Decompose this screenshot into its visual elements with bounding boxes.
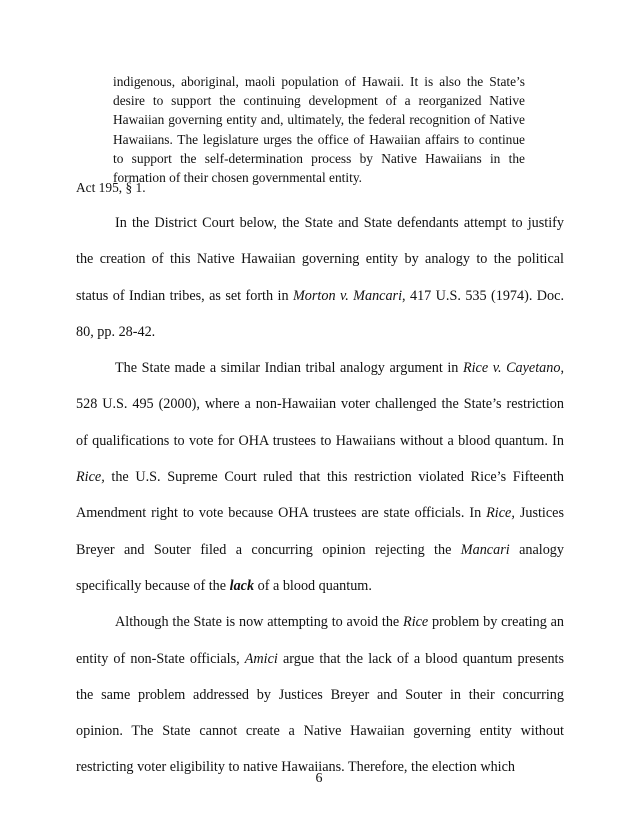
text-run: Although the State is now attempting to avoid the — [115, 614, 404, 631]
text-run: problem by creating an entity of non-State officials, — [76, 614, 565, 667]
case-name: Mancari — [460, 541, 510, 558]
text-run: of a blood quantum. — [254, 577, 372, 594]
case-name: Morton v. Mancari — [292, 287, 403, 304]
case-name: Rice v. Cayetano — [462, 360, 561, 377]
emphasis-lack: lack — [229, 577, 255, 594]
text-run: , 528 U.S. 495 (2000), where a non-Hawaiian voter challenged the State’s restriction of qualifications to vote for OHA trustees to Hawaiians without a blood quantum. In — [76, 360, 564, 449]
text-run: analogy specifically because of the — [76, 541, 564, 594]
text-run: the U.S. Supreme Court ruled that this restriction violated Rice’s Fifteenth Amendment right to vote because OHA trustees are state officials. In — [76, 469, 564, 522]
paragraph-district-court — [76, 205, 564, 350]
text-run: Justices Breyer and Souter filed a concurring opinion rejecting the — [76, 505, 564, 558]
case-name: Rice — [403, 614, 429, 631]
case-name: Rice, — [486, 505, 515, 522]
amici-term: Amici — [244, 650, 278, 667]
quote-citation: Act 195, § 1. — [76, 180, 146, 195]
body-text — [76, 205, 564, 786]
text-run: , 417 U.S. 535 (1974). Doc. 80, pp. 28-42. — [76, 287, 564, 340]
paragraph-rice-analogy — [76, 350, 564, 604]
block-quote: indigenous, aboriginal, maoli population of Hawaii. It is also the State’s desire to support the continuing development of a reorganized Native Hawaiian governing entity and, ultimately, the federal recognition of Native Hawaiians. The legislature urges the office of Hawaiian affairs to continue to support the self-determination process by Native Hawaiians in the formation of their chosen governmental entity. — [113, 74, 525, 186]
text-run: The State made a similar Indian tribal analogy argument in — [115, 360, 463, 377]
page-number: 6 — [315, 771, 323, 786]
text-run: argue that the lack of a blood quantum presents the same problem addressed by Justices Breyer and Souter in their concurring opinion. The State cannot create a Native Hawaiian governing entity without restricting voter eligibility to native Hawaiians. Therefore, the election which — [76, 650, 564, 776]
text-run: In the District Court below, the State and State defendants attempt to justify the creation of this Native Hawaiian governing entity by analogy to the political status of Indian tribes, as set forth in — [76, 215, 564, 304]
paragraph-amici-argument — [76, 604, 564, 785]
case-name: Rice, — [76, 469, 105, 486]
